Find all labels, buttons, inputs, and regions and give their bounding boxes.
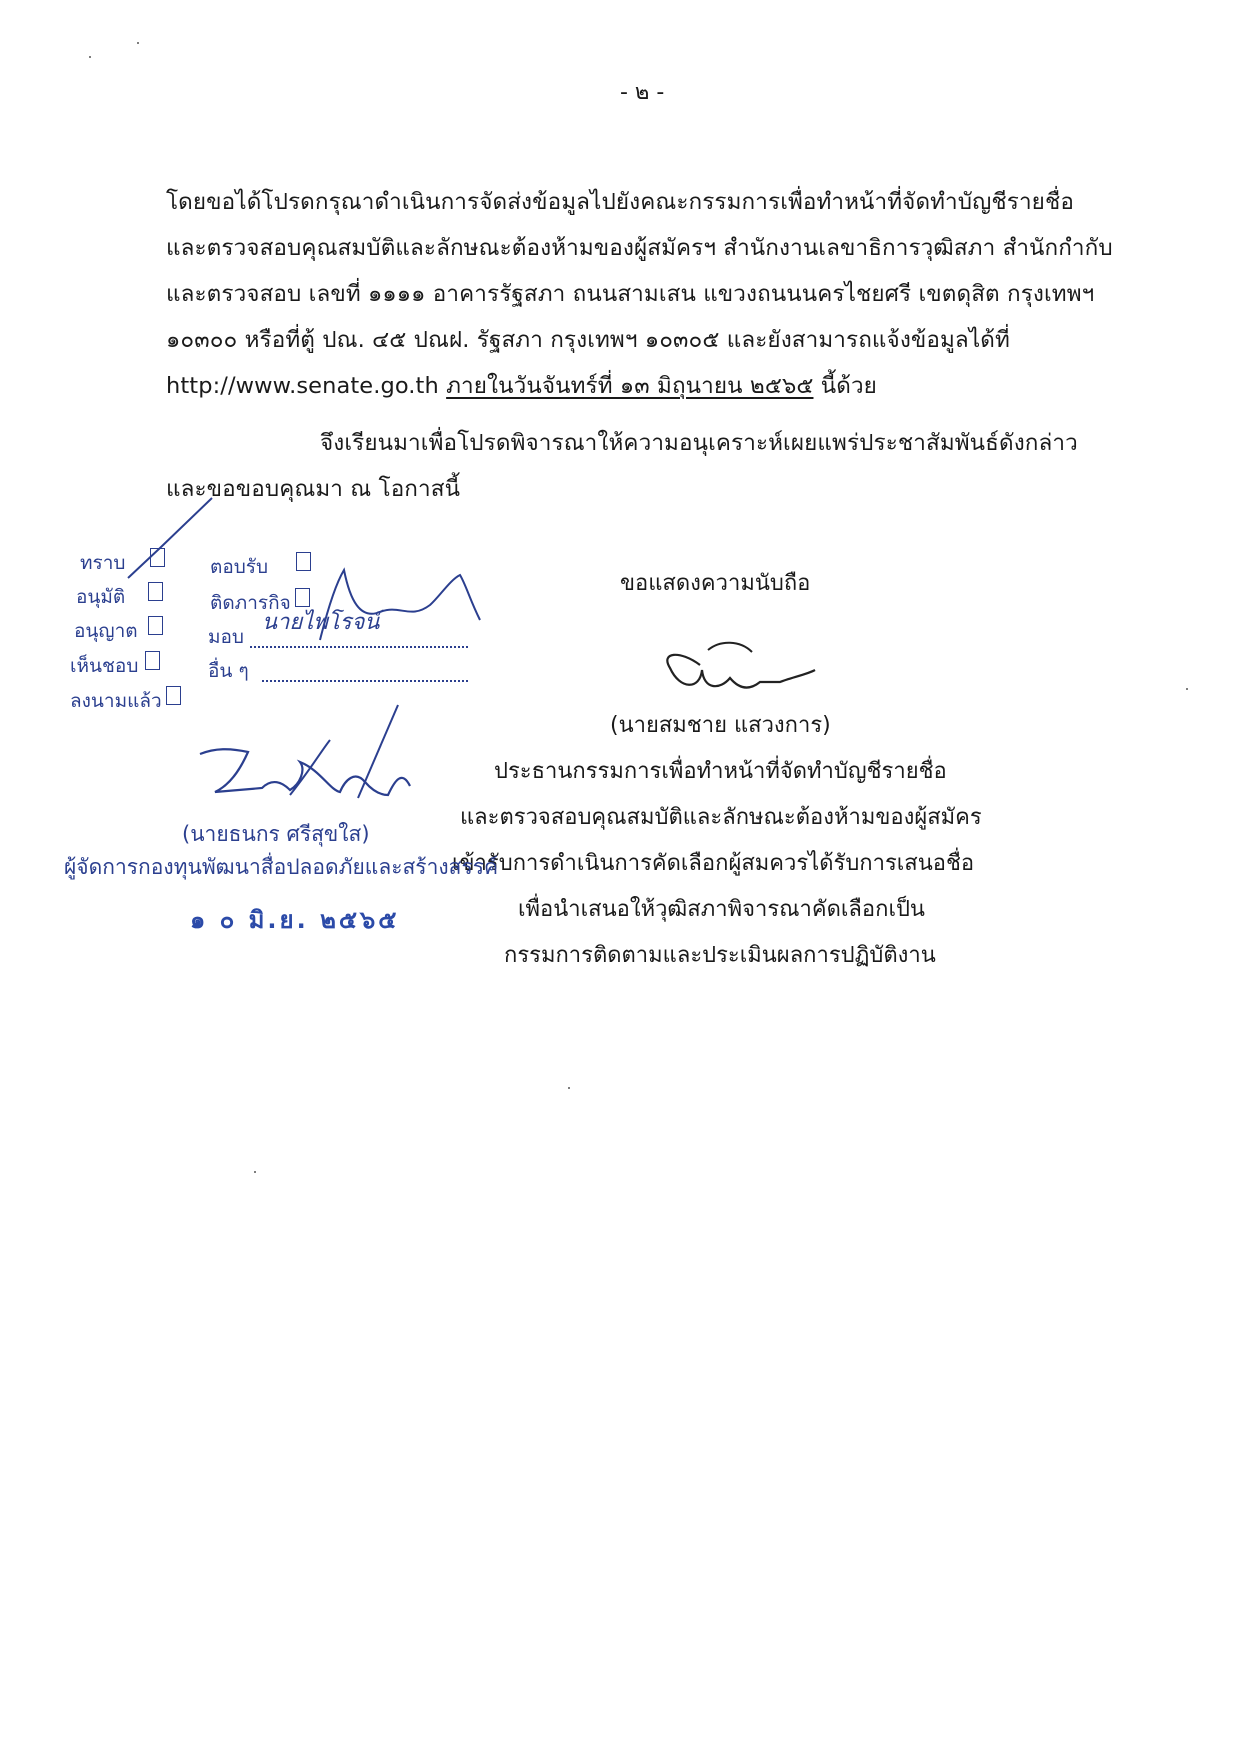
option-acknowledge-label: ทราบ	[80, 552, 126, 574]
option-approve-label: อนุมัติ	[76, 586, 126, 608]
sender-position-line-5: กรรมการติดตามและประเมินผลการปฏิบัติงาน	[504, 943, 936, 968]
sender-position-line-4: เพื่อนำเสนอให้วุฒิสภาพิจารณาคัดเลือกเป็น	[518, 897, 925, 922]
sender-position-line-2: และตรวจสอบคุณสมบัติและลักษณะต้องห้ามของผู้สมัคร	[460, 805, 982, 830]
sender-position-line-1: ประธานกรรมการเพื่อทำหน้าที่จัดทำบัญชีรายชื่อ	[494, 759, 947, 784]
body-line-2: และตรวจสอบคุณสมบัติและลักษณะต้องห้ามของผู้สมัครฯ สำนักงานเลขาธิการวุฒิสภา สำนักกำกับ	[166, 235, 1113, 261]
page-number: - ๒ -	[620, 80, 665, 105]
body-line-3: และตรวจสอบ เลขที่ ๑๑๑๑ อาคารรัฐสภา ถนนสามเสน แขวงถนนนครไชยศรี เขตดุสิต กรุงเทพฯ	[166, 281, 1095, 307]
scan-speck	[137, 42, 139, 44]
acknowledge-check-mark	[128, 498, 212, 578]
body-line-1: โดยขอได้โปรดกรุณาดำเนินการจัดส่งข้อมูลไปยังคณะกรรมการเพื่อทำหน้าที่จัดทำบัญชีรายชื่อ	[166, 189, 1074, 215]
option-signed-label: ลงนามแล้ว	[70, 690, 162, 712]
assigned-to-handwriting: นายไพโรจน์	[262, 610, 380, 635]
option-permit-label: อนุญาต	[74, 620, 138, 642]
scan-speck	[89, 56, 91, 58]
scan-speck	[568, 1087, 570, 1089]
option-other-label: อื่น ๆ	[208, 660, 249, 682]
salutation: ขอแสดงความนับถือ	[620, 571, 811, 596]
approver-position: ผู้จัดการกองทุนพัฒนาสื่อปลอดภัยและสร้างสรรค์	[64, 855, 499, 879]
sender-name: (นายสมชาย แสวงการ)	[610, 713, 831, 738]
option-accept-label: ตอบรับ	[210, 556, 269, 578]
assign-scribble-icon	[320, 570, 480, 640]
senate-url: http://www.senate.go.th	[166, 373, 439, 399]
line5-tail: นี้ด้วย	[820, 373, 877, 399]
closing-line-1: จึงเรียนมาเพื่อโปรดพิจารณาให้ความอนุเคราะห์เผยแพร่ประชาสัมพันธ์ดังกล่าว	[320, 430, 1078, 456]
option-assign-label: มอบ	[208, 626, 244, 648]
scan-speck	[1186, 688, 1188, 690]
option-agree-label: เห็นชอบ	[70, 655, 139, 677]
body-line-4: ๑๐๓๐๐ หรือที่ตู้ ปณ. ๔๕ ปณฝ. รัฐสภา กรุงเทพฯ ๑๐๓๐๕ และยังสามารถแจ้งข้อมูลได้ที่	[166, 327, 1010, 353]
option-busy-label: ติดภารกิจ	[210, 592, 291, 614]
deadline-text: ภายในวันจันทร์ที่ ๑๓ มิถุนายน ๒๕๖๕	[446, 373, 814, 399]
closing-line-2: และขอขอบคุณมา ณ โอกาสนี้	[166, 476, 461, 502]
approver-signature-icon	[200, 749, 410, 795]
approver-name: (นายธนกร ศรีสุขใส)	[182, 822, 370, 846]
received-date-stamp: ๑ ๐ มิ.ย. ๒๕๖๕	[190, 906, 400, 934]
scan-speck	[254, 1171, 256, 1173]
sender-signature-icon	[667, 655, 815, 688]
sender-position-line-3: เข้ารับการดำเนินการคัดเลือกผู้สมควรได้รับการเสนอชื่อ	[452, 851, 975, 876]
